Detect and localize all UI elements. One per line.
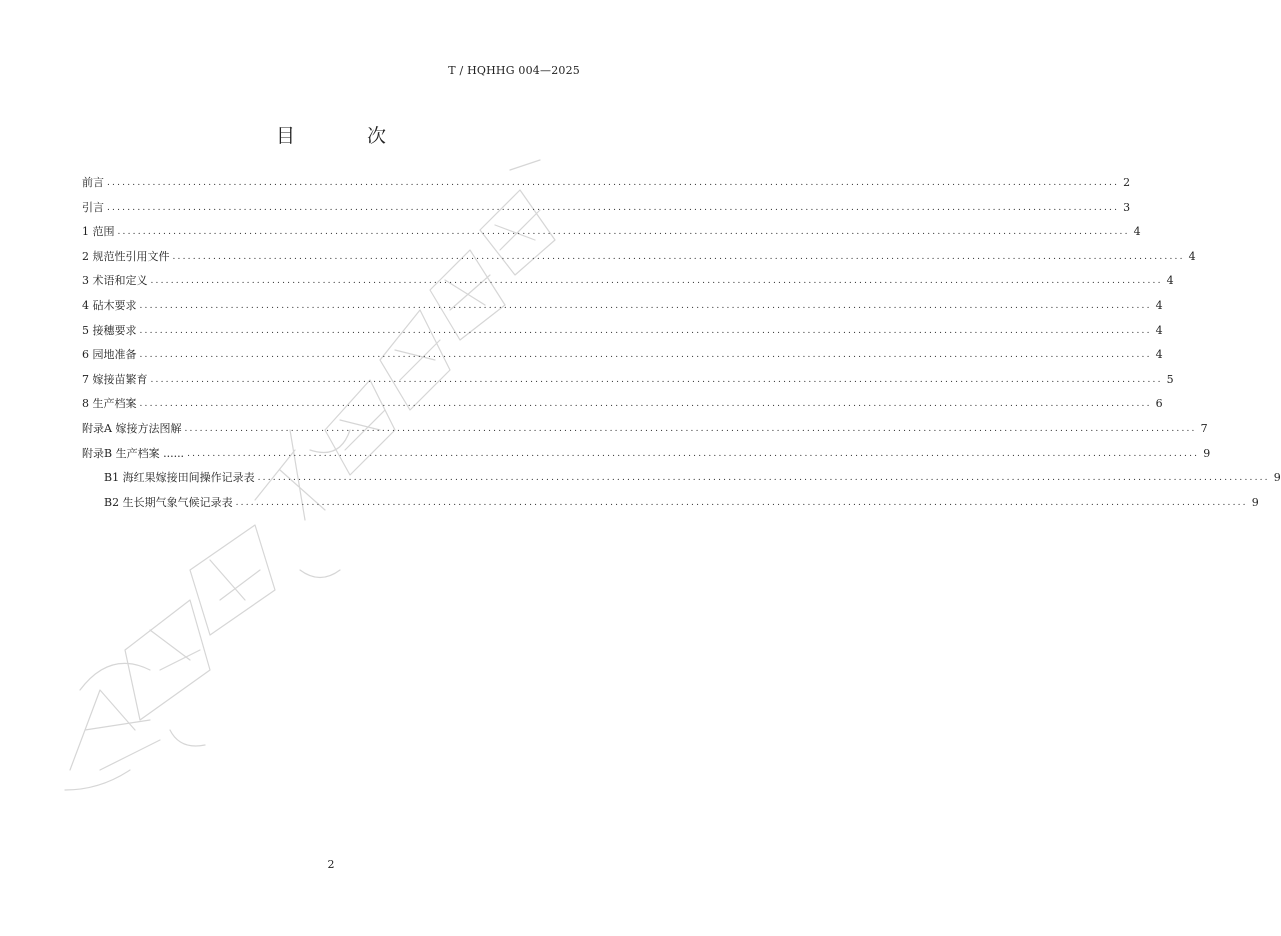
toc-entry-label: 附录B 生产档案 ...... bbox=[82, 446, 185, 460]
toc-entry-label: 3 术语和定义 bbox=[82, 274, 148, 288]
toc-leader-dots: ........................................................................................................................................................................................................ bbox=[139, 399, 1152, 410]
toc-entry[interactable] bbox=[82, 396, 1163, 421]
title-char-2: 次 bbox=[367, 125, 387, 147]
page-number: 2 bbox=[327, 858, 335, 871]
toc-leader-dots: ........................................................................................................................................................................................................ bbox=[139, 325, 1152, 336]
toc-entry-label: 引言 bbox=[82, 200, 104, 214]
toc-entry[interactable] bbox=[82, 347, 1163, 372]
toc-entry-page: 4 bbox=[1188, 249, 1196, 263]
toc-entry-label: 1 范围 bbox=[82, 225, 115, 239]
toc-entry-page: 3 bbox=[1123, 200, 1131, 214]
toc-entry-page: 5 bbox=[1166, 372, 1174, 386]
toc-leader-dots: ........................................................................................................................................................................................................ bbox=[139, 350, 1152, 361]
toc-entry[interactable] bbox=[82, 273, 1174, 298]
toc-leader-dots: ........................................................................................................................................................................................................ bbox=[139, 300, 1152, 311]
toc-entry[interactable] bbox=[82, 249, 1196, 274]
toc-leader-dots: ........................................................................................................................................................................................................ bbox=[235, 497, 1248, 508]
toc-entry-label: 5 接穗要求 bbox=[82, 323, 137, 337]
toc-entry[interactable] bbox=[82, 224, 1141, 249]
toc-entry[interactable] bbox=[82, 175, 1131, 200]
toc-leader-dots: ........................................................................................................................................................................................................ bbox=[187, 448, 1200, 459]
toc-leader-dots: ........................................................................................................................................................................................................ bbox=[150, 276, 1163, 287]
toc-leader-dots: ........................................................................................................................................................................................................ bbox=[184, 423, 1197, 434]
toc-leader-dots: ........................................................................................................................................................................................................ bbox=[117, 227, 1130, 238]
toc-entry-label: B1 海红果嫁接田间操作记录表 bbox=[104, 471, 255, 485]
toc-leader-dots: ........................................................................................................................................................................................................ bbox=[107, 178, 1120, 188]
toc-entry-label: 前言 bbox=[82, 176, 104, 189]
toc-entry-label: 6 园地准备 bbox=[82, 348, 137, 362]
toc-entry-page: 4 bbox=[1155, 323, 1163, 337]
toc-entry-page: 9 bbox=[1203, 446, 1211, 460]
toc-leader-dots: ........................................................................................................................................................................................................ bbox=[150, 374, 1163, 385]
toc-entry-page: 4 bbox=[1166, 274, 1174, 288]
toc-entry-page: 7 bbox=[1200, 421, 1208, 435]
toc-entry[interactable] bbox=[82, 446, 1211, 471]
page-title bbox=[0, 121, 662, 148]
toc-entry-page: 6 bbox=[1155, 397, 1163, 411]
toc-entry-label: 8 生产档案 bbox=[82, 397, 137, 411]
toc-entry-page: 2 bbox=[1123, 176, 1131, 189]
title-char-1: 目 bbox=[275, 125, 295, 147]
toc-entry[interactable] bbox=[82, 470, 1281, 495]
toc-entry[interactable] bbox=[82, 372, 1174, 397]
toc-entry[interactable] bbox=[82, 421, 1208, 446]
toc-entry-page: 9 bbox=[1251, 495, 1259, 509]
toc-entry[interactable] bbox=[82, 200, 1131, 225]
toc-entry-label: 4 砧木要求 bbox=[82, 298, 137, 312]
toc-entry-label: 附录A 嫁接方法图解 bbox=[82, 421, 182, 435]
toc-entry-label: B2 生长期气象气候记录表 bbox=[104, 495, 233, 509]
toc-entry-label: 2 规范性引用文件 bbox=[82, 249, 170, 263]
toc-entry-label: 7 嫁接苗繁育 bbox=[82, 372, 148, 386]
toc-leader-dots: ........................................................................................................................................................................................................ bbox=[257, 473, 1270, 484]
toc-entry-page: 4 bbox=[1155, 298, 1163, 312]
toc-entry-page: 9 bbox=[1273, 471, 1281, 485]
toc-entry[interactable] bbox=[82, 298, 1163, 323]
toc-entry[interactable] bbox=[82, 323, 1163, 348]
document-code: T / HQHHG 004—2025 bbox=[448, 64, 580, 77]
toc-entry-page: 4 bbox=[1155, 348, 1163, 362]
toc-entry[interactable] bbox=[82, 495, 1259, 520]
toc-leader-dots: ........................................................................................................................................................................................................ bbox=[172, 251, 1185, 262]
toc-leader-dots: ........................................................................................................................................................................................................ bbox=[107, 202, 1120, 213]
toc-entry-page: 4 bbox=[1133, 225, 1141, 239]
table-of-contents bbox=[82, 175, 1281, 519]
